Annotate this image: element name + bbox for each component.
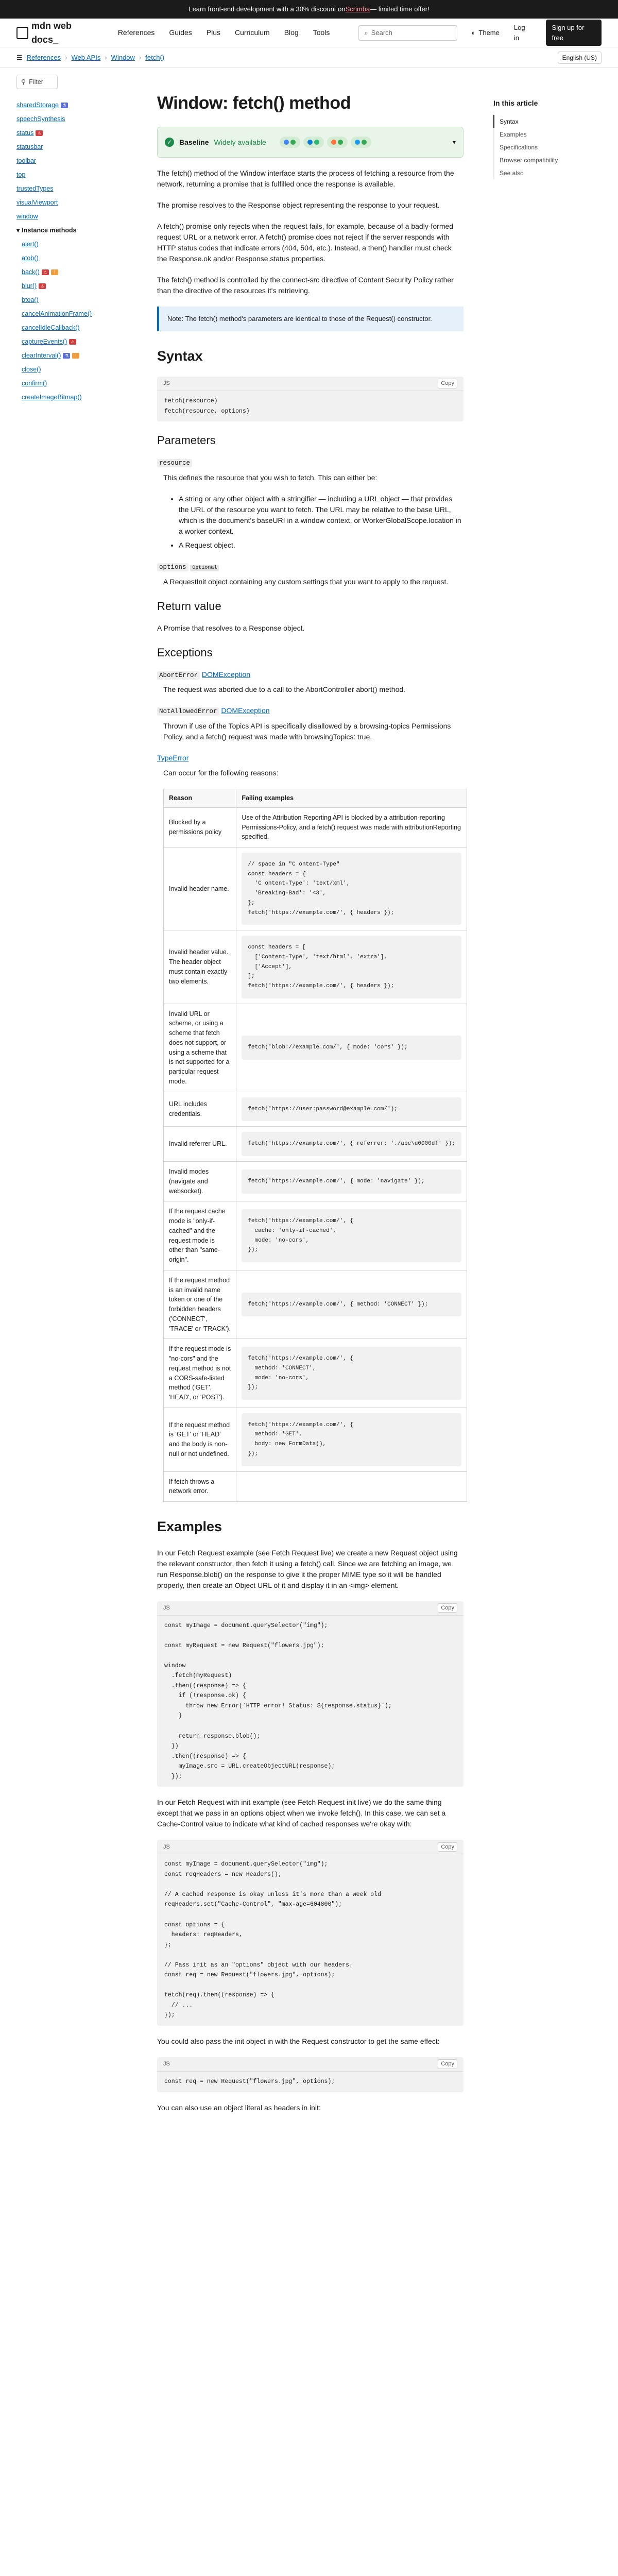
promo-banner bbox=[0, 0, 618, 19]
sidebar-item[interactable] bbox=[16, 154, 122, 168]
table-row bbox=[164, 1162, 467, 1201]
deprecated-icon: ⚠ bbox=[39, 283, 46, 289]
sidebar-item[interactable] bbox=[16, 321, 122, 335]
code-lang: JS bbox=[163, 380, 170, 387]
sidebar-item-label: status bbox=[16, 129, 34, 137]
optional-badge: Optional bbox=[190, 565, 219, 571]
toc-item[interactable]: Examples bbox=[493, 128, 596, 141]
example-code: fetch('https://example.com/', { method: 'GET', body: new FormData(), }); bbox=[242, 1413, 461, 1466]
sidebar-item[interactable] bbox=[16, 265, 122, 279]
table-row bbox=[164, 1004, 467, 1092]
sidebar-item-label: close() bbox=[22, 366, 41, 374]
sidebar-item-label: clearInterval() bbox=[22, 352, 61, 360]
language-selector[interactable]: English (US) bbox=[558, 52, 602, 64]
sidebar-item[interactable] bbox=[16, 196, 122, 210]
exceptions-table bbox=[163, 789, 467, 1502]
table-cell-example bbox=[236, 848, 467, 930]
theme-icon: ◐ bbox=[471, 28, 476, 37]
example-code: fetch('https://example.com/', { mode: 'navigate' }); bbox=[242, 1170, 461, 1194]
example-code: const myImage = document.querySelector("img"); const reqHeaders = new Headers(); // A cached response is okay unless it's more than a week old reqHeaders.set("Cache-Control", "max-age=604800"); const options = { headers: reqHeaders, }; // Pass init as an "options" object with our headers. const req = new Request("flowers.jpg", options); fetch(req).then((response) => { // ... }); bbox=[164, 1861, 381, 2019]
logo-icon bbox=[16, 27, 28, 39]
exception-abort-term: AbortError bbox=[157, 671, 200, 680]
param-resource-option: • A string or any other object with a stringifier — including a URL object — that provides the URL of the resource you want to fetch. The URL may be relative to the base URL, which is the document's baseURI in a window context, or WorkerGlobalScope.location in a worker context. bbox=[179, 494, 464, 537]
syntax-code-block bbox=[157, 377, 464, 421]
table-cell-reason: Invalid referrer URL. bbox=[164, 1127, 236, 1162]
page-title: Window: fetch() method bbox=[157, 93, 351, 113]
sidebar-item-label: btoa() bbox=[22, 296, 39, 304]
syntax-heading: Syntax bbox=[157, 348, 203, 364]
search-placeholder: Search bbox=[371, 28, 392, 37]
example-code: fetch('https://example.com/', { referrer: './abc\u0000df' }); bbox=[242, 1132, 461, 1156]
table-cell-reason: If the request mode is "no-cors" and the request method is not a CORS-safe-listed method ('GET', 'HEAD', or 'POST'). bbox=[164, 1339, 236, 1408]
toc-title: In this article bbox=[493, 99, 538, 107]
sidebar bbox=[0, 69, 130, 404]
table-row bbox=[164, 1408, 467, 1471]
experimental-icon: ⚗ bbox=[61, 103, 68, 108]
reject-paragraph: A fetch() promise only rejects when the request fails, for example, because of a badly-formed request URL or a network error. A fetch() promise does not reject if the server responds with HTTP status codes that indicate errors (404, 504, etc.). Instead, a then() handler must check the Response.ok and/or Response.status properties. bbox=[157, 222, 454, 263]
nav-tools[interactable]: Tools bbox=[313, 28, 330, 37]
search-icon: ⌕ bbox=[364, 28, 368, 37]
exception-abort-type[interactable]: DOMException bbox=[201, 670, 251, 679]
example-code: // space in "C ontent-Type" const headers = { 'C ontent-Type': 'text/xml', 'Breaking-Bad': '<3', }; fetch('https://example.com/', { headers }); bbox=[242, 853, 461, 925]
filter-input[interactable] bbox=[16, 75, 58, 89]
example-code: const myImage = document.querySelector("img"); const myRequest = new Request("flowers.jpg"); window .fetch(myRequest) .then((response) => { if (!response.ok) { throw new Error(`HTTP error! Status: ${response.status}`); } return response.blob(); }) .then((response) => { myImage.src = URL.createObjectURL(response); }); bbox=[164, 1622, 392, 1780]
non-standard-icon: ! bbox=[51, 269, 58, 275]
table-cell-example bbox=[236, 1092, 467, 1127]
example-code: const req = new Request("flowers.jpg", options); bbox=[164, 2078, 335, 2086]
sidebar-group-instance-methods[interactable] bbox=[16, 224, 122, 238]
sidebar-item[interactable] bbox=[16, 126, 122, 140]
promise-paragraph: The promise resolves to the Response object representing the response to your request. bbox=[157, 201, 440, 209]
sidebar-item-label: sharedStorage bbox=[16, 101, 59, 109]
table-row bbox=[164, 930, 467, 1004]
table-cell-reason: If the request method is an invalid name token or one of the forbidden headers ('CONNECT', 'TRACE' or 'TRACK'). bbox=[164, 1270, 236, 1339]
breadcrumb-separator: › bbox=[65, 53, 67, 61]
baseline-title: Baseline bbox=[179, 138, 209, 146]
breadcrumb-separator: › bbox=[105, 53, 107, 61]
table-cell-example bbox=[236, 1127, 467, 1162]
breadcrumb bbox=[0, 47, 618, 68]
exception-notallowed-term: NotAllowedError bbox=[157, 707, 219, 716]
sidebar-item-label: confirm() bbox=[22, 380, 47, 387]
nav-guides[interactable]: Guides bbox=[169, 28, 192, 37]
sidebar-item[interactable] bbox=[16, 377, 122, 391]
examples-paragraph: You can also use an object literal as headers in init: bbox=[157, 2103, 321, 2112]
table-cell-example bbox=[236, 1471, 467, 1502]
browser-chrome-icon bbox=[280, 137, 300, 148]
sidebar-item-label: blur() bbox=[22, 282, 37, 290]
logo-text: mdn web docs_ bbox=[31, 20, 72, 45]
exceptions-list bbox=[157, 669, 464, 1502]
toc-item[interactable]: Specifications bbox=[493, 141, 596, 154]
banner-link[interactable]: Scrimba bbox=[345, 5, 370, 13]
param-resource-option: • A Request object. bbox=[179, 540, 464, 551]
sidebar-item-label: window bbox=[16, 213, 38, 221]
sidebar-item[interactable] bbox=[16, 182, 122, 196]
sidebar-item-label: visualViewport bbox=[16, 199, 58, 207]
table-cell-reason: If the request method is 'GET' or 'HEAD' and the body is non-null or not undefined. bbox=[164, 1408, 236, 1471]
baseline-status: Widely available bbox=[214, 138, 266, 146]
example-code: fetch('https://example.com/', { method: 'CONNECT', mode: 'no-cors', }); bbox=[242, 1347, 461, 1400]
example-code: const headers = [ ['Content-Type', 'text/html', 'extra'], ['Accept'], ]; fetch('https://example.com/', { headers }); bbox=[242, 936, 461, 998]
code-lang: JS bbox=[163, 2061, 170, 2067]
nav-references[interactable]: References bbox=[117, 28, 155, 37]
sidebar-item-label: cancelIdleCallback() bbox=[22, 324, 80, 332]
sidebar-item[interactable] bbox=[16, 391, 122, 404]
example-code-block bbox=[157, 1601, 464, 1787]
breadcrumb-item[interactable]: Window bbox=[111, 53, 135, 61]
table-row bbox=[164, 1471, 467, 1502]
chevron-down-icon[interactable]: ▾ bbox=[452, 139, 456, 146]
table-cell-reason: If the request cache mode is "only-if-cached" and the request mode is other than "same-origin". bbox=[164, 1201, 236, 1270]
table-cell-reason: Invalid URL or scheme, or using a scheme that fetch does not support, or using a scheme that is not supported for a particular request mode. bbox=[164, 1004, 236, 1092]
login-button[interactable]: Log in bbox=[513, 24, 525, 42]
table-cell-reason: Invalid header value. The header object must contain exactly two elements. bbox=[164, 930, 236, 1004]
sidebar-item-label: top bbox=[16, 171, 26, 179]
copy-button[interactable]: Copy bbox=[438, 379, 457, 388]
breadcrumb-item[interactable]: Web APIs bbox=[71, 53, 101, 61]
sidebar-item[interactable] bbox=[16, 349, 122, 363]
intro-paragraph: The fetch() method of the Window interface starts the process of fetching a resource from the network, returning a promise that is fulfilled once the response is available. bbox=[157, 169, 454, 188]
deprecated-icon: ⚠ bbox=[42, 269, 49, 275]
sidebar-item-label: statusbar bbox=[16, 143, 43, 151]
sidebar-item[interactable] bbox=[16, 98, 122, 112]
non-standard-icon: ! bbox=[72, 353, 79, 359]
browser-safari-icon bbox=[351, 137, 371, 148]
example-text: Use of the Attribution Reporting API is blocked by a attribution-reporting Permissions-Policy, and a fetch() request was made with attributionReporting specified. bbox=[242, 814, 461, 841]
sidebar-item[interactable] bbox=[16, 112, 122, 126]
parameters-list bbox=[157, 457, 464, 587]
table-cell-example bbox=[236, 1270, 467, 1339]
exception-notallowed-desc: Thrown if use of the Topics API is specifically disallowed by a browsing-topics Permissions Policy, and a fetch() request was made with browsingTopics: true. bbox=[163, 722, 451, 741]
browser-support-icons bbox=[280, 137, 371, 148]
table-cell-reason: Invalid modes (navigate and websocket). bbox=[164, 1162, 236, 1201]
exception-typeerror-desc: Can occur for the following reasons: bbox=[163, 769, 279, 777]
table-cell-reason: If fetch throws a network error. bbox=[164, 1471, 236, 1502]
example-code: fetch('https://user:password@example.com/'); bbox=[242, 1097, 461, 1122]
sidebar-item[interactable] bbox=[16, 279, 122, 293]
exception-typeerror-term[interactable]: TypeError bbox=[157, 754, 189, 762]
toc-item[interactable]: See also bbox=[493, 166, 596, 179]
table-row bbox=[164, 1127, 467, 1162]
exceptions-heading: Exceptions bbox=[157, 646, 213, 659]
param-options-term: options bbox=[157, 563, 188, 571]
top-navigation bbox=[0, 19, 618, 47]
copy-button[interactable]: Copy bbox=[438, 1842, 457, 1852]
nav-plus[interactable]: Plus bbox=[206, 28, 220, 37]
examples-paragraph: You could also pass the init object in with the Request constructor to get the same effect: bbox=[157, 2037, 440, 2046]
table-cell-reason: Blocked by a permissions policy bbox=[164, 807, 236, 847]
browser-edge-icon bbox=[303, 137, 324, 148]
sidebar-item-label: captureEvents() bbox=[22, 338, 67, 346]
breadcrumb-separator: › bbox=[139, 53, 142, 61]
exception-notallowed-type[interactable]: DOMException bbox=[221, 706, 270, 715]
table-cell-example bbox=[236, 1201, 467, 1270]
sidebar-item-label: cancelAnimationFrame() bbox=[22, 310, 92, 318]
param-resource-desc: This defines the resource that you wish to fetch. This can either be: bbox=[163, 473, 377, 482]
toc-item[interactable]: Syntax bbox=[493, 115, 596, 128]
table-cell-reason: Invalid header name. bbox=[164, 848, 236, 930]
example-code-block bbox=[157, 1840, 464, 2026]
table-header: Reason bbox=[164, 789, 236, 808]
sidebar-item[interactable] bbox=[16, 307, 122, 321]
table-header: Failing examples bbox=[236, 789, 467, 808]
toc-item[interactable]: Browser compatibility bbox=[493, 154, 596, 166]
search-input[interactable] bbox=[358, 25, 457, 41]
table-cell-example bbox=[236, 807, 467, 847]
table-row bbox=[164, 1092, 467, 1127]
table-of-contents bbox=[493, 98, 596, 179]
sidebar-item[interactable] bbox=[16, 238, 122, 251]
chevron-down-icon: ▾ bbox=[16, 227, 20, 234]
sidebar-group-label: Instance methods bbox=[22, 227, 77, 234]
syntax-code: fetch(resource) fetch(resource, options) bbox=[164, 398, 250, 415]
table-cell-example bbox=[236, 1162, 467, 1201]
deprecated-icon: ⚠ bbox=[36, 130, 43, 136]
param-options-desc: A RequestInit object containing any custom settings that you want to apply to the request. bbox=[163, 577, 449, 586]
table-row bbox=[164, 1339, 467, 1408]
deprecated-icon: ⚠ bbox=[69, 339, 76, 345]
table-cell-example bbox=[236, 1408, 467, 1471]
return-value-heading: Return value bbox=[157, 599, 221, 613]
sidebar-item-label: alert() bbox=[22, 241, 39, 248]
table-row bbox=[164, 1270, 467, 1339]
signup-button[interactable]: Sign up for free bbox=[546, 20, 602, 46]
filter-icon: ⚲ bbox=[21, 78, 26, 86]
example-code-block bbox=[157, 2057, 464, 2092]
example-code: fetch('blob://example.com/', { mode: 'cors' }); bbox=[242, 1036, 461, 1060]
sidebar-item[interactable] bbox=[16, 210, 122, 224]
sidebar-item-label: back() bbox=[22, 268, 40, 276]
theme-button[interactable] bbox=[472, 28, 500, 38]
examples-heading: Examples bbox=[157, 1519, 222, 1535]
table-cell-example bbox=[236, 1004, 467, 1092]
csp-paragraph: The fetch() method is controlled by the connect-src directive of Content Security Policy rather than the directive of the resources it's retrieving. bbox=[157, 276, 454, 295]
examples-paragraph: In our Fetch Request with init example (see Fetch Request init live) we do the same thing except that we pass in an options object when we invoke fetch(). In this case, we can set a Cache-Control value to indicate what kind of cached responses we're okay with: bbox=[157, 1798, 446, 1828]
sidebar-item[interactable] bbox=[16, 363, 122, 377]
baseline-check-icon: ✓ bbox=[165, 138, 174, 147]
copy-button[interactable]: Copy bbox=[438, 2059, 457, 2069]
parameters-heading: Parameters bbox=[157, 434, 216, 447]
sidebar-item[interactable] bbox=[16, 293, 122, 307]
code-lang: JS bbox=[163, 1843, 170, 1850]
sidebar-item[interactable] bbox=[16, 140, 122, 154]
theme-label: Theme bbox=[478, 28, 500, 37]
banner-text-pre: Learn front-end development with a 30% discount on bbox=[188, 5, 346, 13]
sidebar-item-label: createImageBitmap() bbox=[22, 394, 82, 401]
return-value-text: A Promise that resolves to a Response object. bbox=[157, 623, 305, 632]
table-cell-reason: URL includes credentials. bbox=[164, 1092, 236, 1127]
sidebar-item[interactable] bbox=[16, 168, 122, 182]
sidebar-item-label: atob() bbox=[22, 255, 39, 262]
nav-blog[interactable]: Blog bbox=[284, 28, 299, 37]
example-code: fetch('https://example.com/', { method: 'CONNECT' }); bbox=[242, 1293, 461, 1317]
table-row bbox=[164, 807, 467, 847]
sidebar-item-label: speechSynthesis bbox=[16, 115, 65, 123]
table-cell-example bbox=[236, 930, 467, 1004]
nav-curriculum[interactable]: Curriculum bbox=[235, 28, 270, 37]
sidebar-item[interactable] bbox=[16, 335, 122, 349]
main-content bbox=[157, 69, 464, 2124]
table-cell-example bbox=[236, 1339, 467, 1408]
breadcrumb-item[interactable]: fetch() bbox=[145, 53, 165, 61]
code-lang: JS bbox=[163, 1604, 170, 1611]
menu-icon[interactable]: ☰ bbox=[16, 53, 23, 61]
examples-paragraph: In our Fetch Request example (see Fetch Request live) we create a new Request object using the relevant constructor, then fetch it using a fetch() call. Since we are fetching an image, we run Response.blob() on the response to give it the proper MIME type so it will be handled properly, then create an Object URL of it and display it in an <img> element. bbox=[157, 1548, 458, 1589]
table-row bbox=[164, 848, 467, 930]
exception-abort-desc: The request was aborted due to a call to the AbortController abort() method. bbox=[163, 685, 406, 694]
param-resource-term: resource bbox=[157, 459, 192, 467]
sidebar-item[interactable] bbox=[16, 251, 122, 265]
example-code: fetch('https://example.com/', { cache: 'only-if-cached', mode: 'no-cors', }); bbox=[242, 1209, 461, 1262]
experimental-icon: ⚗ bbox=[63, 353, 70, 359]
banner-text-post: — limited time offer! bbox=[370, 5, 430, 13]
browser-firefox-icon bbox=[327, 137, 348, 148]
copy-button[interactable]: Copy bbox=[438, 1603, 457, 1613]
sidebar-item-label: toolbar bbox=[16, 157, 37, 165]
mdn-logo[interactable] bbox=[16, 19, 97, 47]
baseline-banner bbox=[157, 127, 464, 158]
breadcrumb-item[interactable]: References bbox=[26, 53, 61, 61]
filter-label: Filter bbox=[29, 78, 43, 86]
sidebar-item-label: trustedTypes bbox=[16, 185, 54, 193]
note-callout: Note: The fetch() method's parameters are identical to those of the Request() constructor. bbox=[157, 307, 464, 331]
table-row bbox=[164, 1201, 467, 1270]
